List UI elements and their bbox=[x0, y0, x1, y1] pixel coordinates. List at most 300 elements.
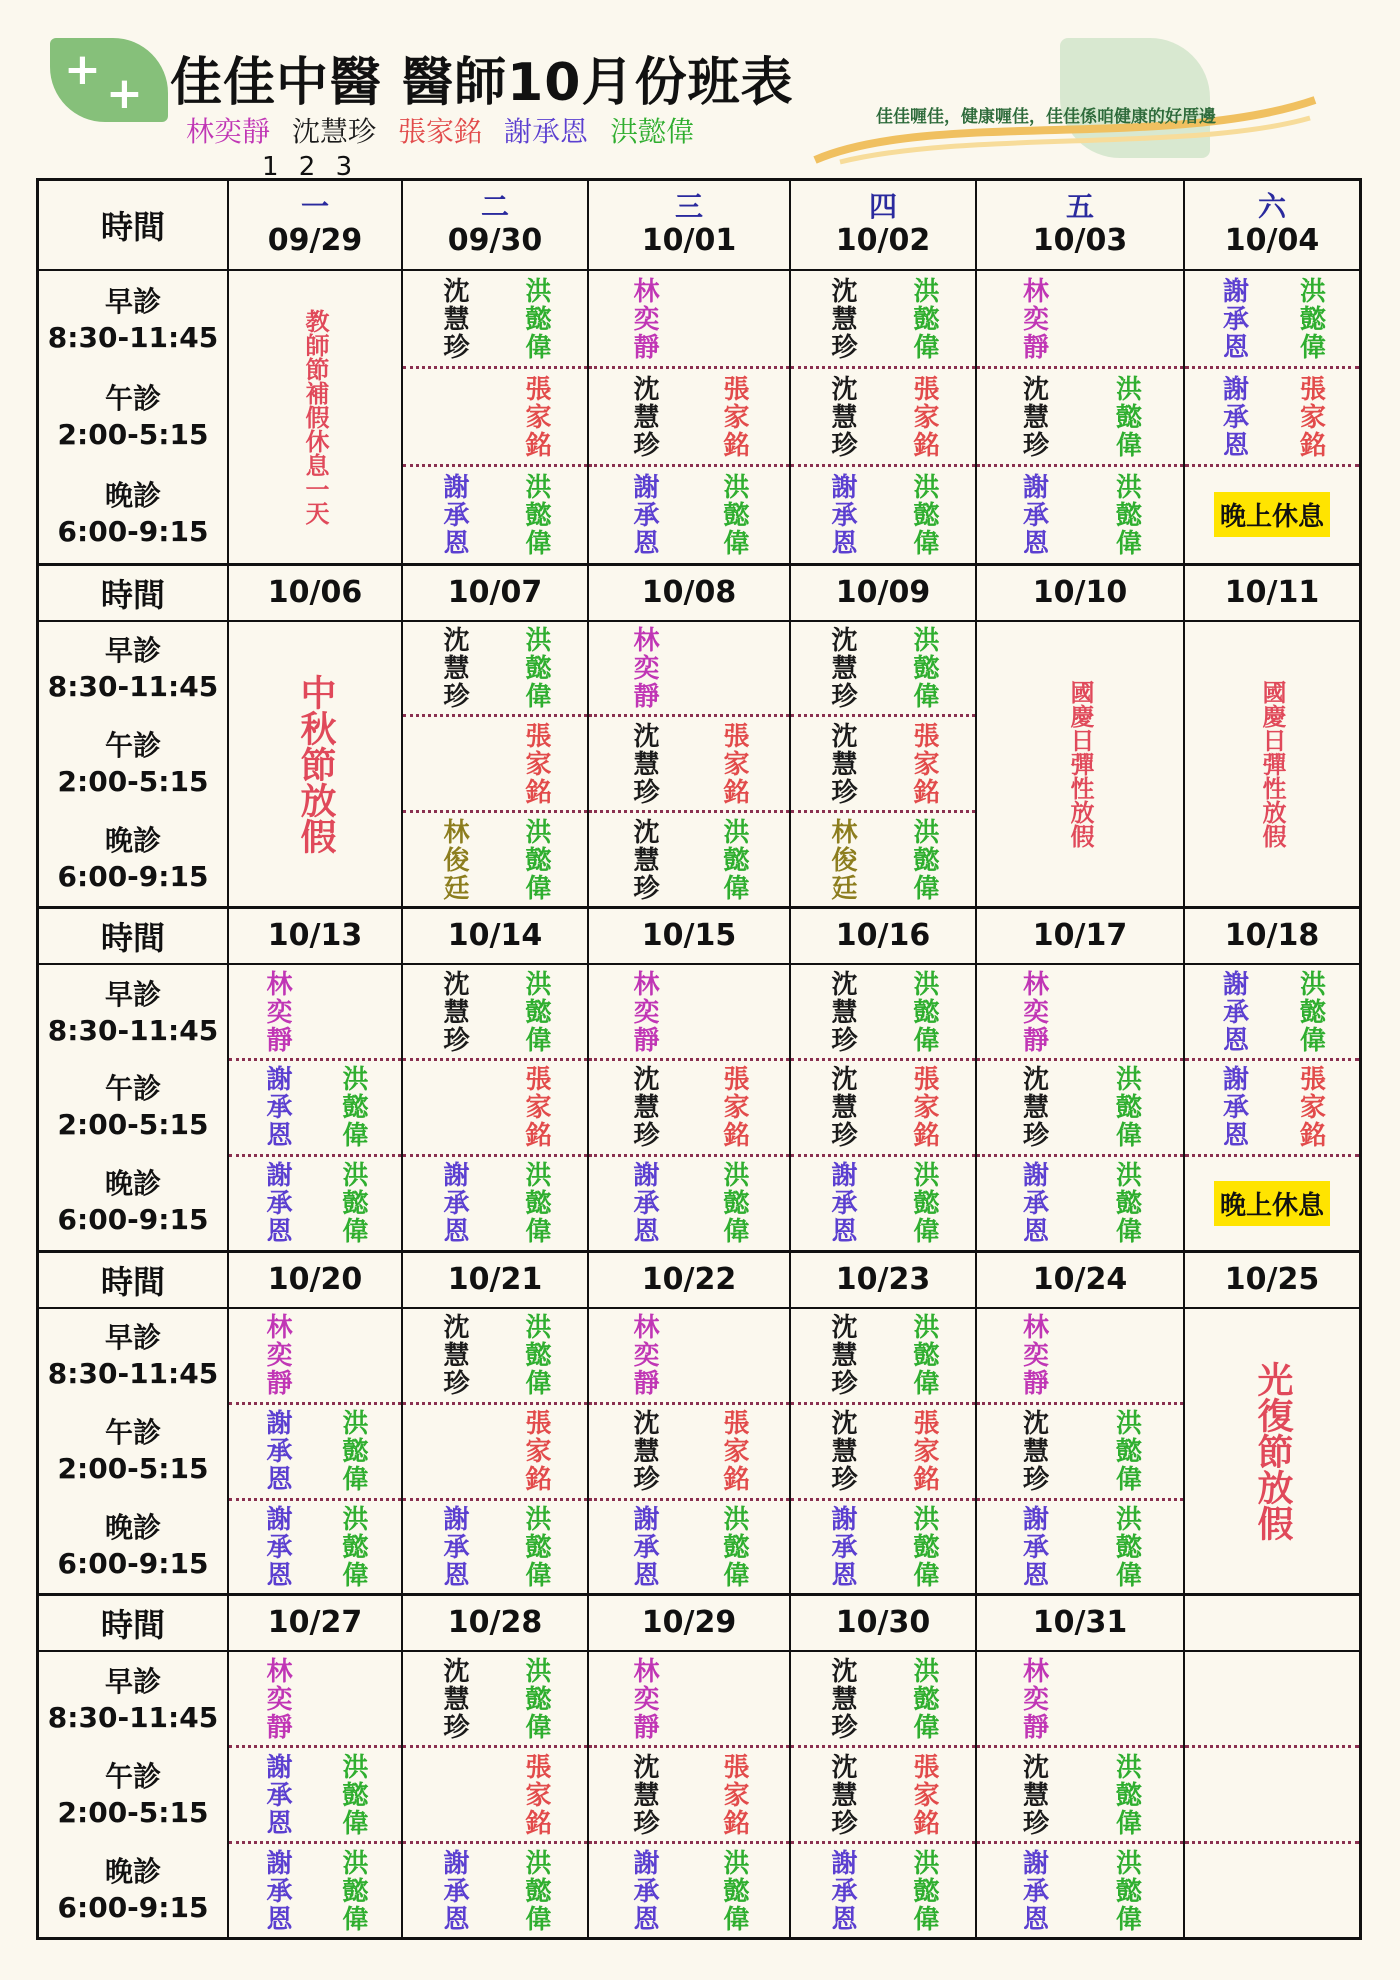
date-label: 10/11 bbox=[1224, 574, 1320, 610]
slot-hours: 6:00-9:15 bbox=[57, 1890, 209, 1924]
shift-cell bbox=[589, 1652, 789, 1748]
shift-cell bbox=[977, 1844, 1183, 1937]
day-column bbox=[403, 965, 589, 1250]
date-header-cell bbox=[1185, 1253, 1359, 1307]
doctor-name: 洪懿偉 bbox=[1111, 1409, 1142, 1494]
doctor-name: 洪懿偉 bbox=[521, 472, 551, 557]
doctor-name: 林奕靜 bbox=[262, 969, 292, 1054]
doctor-name: 洪懿偉 bbox=[909, 1161, 939, 1246]
holiday-cell bbox=[229, 622, 401, 907]
day-column bbox=[791, 271, 977, 563]
doctor-name: 張家銘 bbox=[521, 721, 551, 806]
doctor-name: 林奕靜 bbox=[629, 969, 659, 1054]
shift-cell bbox=[977, 1405, 1183, 1501]
shift-cell bbox=[1185, 965, 1359, 1061]
date-label: 10/31 bbox=[1032, 1605, 1128, 1641]
doctor-name: 沈慧珍 bbox=[827, 1752, 857, 1837]
shift-cell bbox=[1185, 1652, 1359, 1748]
shift-cell bbox=[589, 717, 789, 813]
doctor-name: 洪懿偉 bbox=[521, 1504, 551, 1589]
shift-cell bbox=[1185, 271, 1359, 369]
day-column bbox=[403, 622, 589, 907]
doctor-name: 洪懿偉 bbox=[1111, 472, 1142, 557]
doctor-name: 謝承恩 bbox=[262, 1504, 292, 1589]
time-header-cell bbox=[39, 909, 229, 963]
week-row bbox=[39, 1253, 1359, 1597]
day-column bbox=[589, 1309, 791, 1594]
date-header-cell bbox=[403, 566, 589, 620]
date-label: 10/17 bbox=[1032, 918, 1128, 954]
shift-cell bbox=[403, 1061, 587, 1157]
shift-cell bbox=[589, 1061, 789, 1157]
doctor-name: 謝承恩 bbox=[1218, 1065, 1249, 1150]
shift-cell bbox=[589, 1844, 789, 1937]
doctor-name: 沈慧珍 bbox=[439, 276, 469, 361]
shift-cell bbox=[791, 1652, 975, 1748]
doctor-name: 洪懿偉 bbox=[338, 1409, 368, 1494]
shift-cell bbox=[791, 1501, 975, 1594]
shift-cell bbox=[403, 965, 587, 1061]
date-label: 10/02 bbox=[835, 223, 931, 258]
weekday-label: 三 bbox=[674, 190, 703, 223]
shift-cell bbox=[791, 813, 975, 906]
doctor-name: 洪懿偉 bbox=[909, 1848, 939, 1933]
date-label: 09/30 bbox=[447, 223, 543, 258]
doctor-name: 沈慧珍 bbox=[827, 1313, 857, 1398]
shift-cell bbox=[977, 271, 1183, 369]
doctor-name: 洪懿偉 bbox=[1111, 1161, 1142, 1246]
slot-name: 晚診 bbox=[104, 478, 161, 512]
week-header bbox=[39, 566, 1359, 622]
shift-cell bbox=[977, 369, 1183, 467]
shift-cell bbox=[977, 1157, 1183, 1250]
slot-name: 早診 bbox=[104, 977, 161, 1011]
week-row bbox=[39, 909, 1359, 1253]
shift-cell bbox=[791, 1748, 975, 1844]
date-header-cell bbox=[977, 181, 1185, 269]
week-body bbox=[39, 271, 1359, 563]
shift-cell bbox=[229, 1061, 401, 1157]
doctor-name: 張家銘 bbox=[719, 1409, 749, 1494]
day-column bbox=[403, 271, 589, 563]
shift-cell bbox=[791, 467, 975, 562]
weekday-label: 五 bbox=[1065, 190, 1094, 223]
shift-cell bbox=[791, 1309, 975, 1405]
day-column bbox=[589, 1652, 791, 1937]
slot-name: 早診 bbox=[104, 1664, 161, 1698]
slot-labels bbox=[39, 622, 229, 907]
doctor-name: 沈慧珍 bbox=[629, 1409, 659, 1494]
shift-cell bbox=[229, 1844, 401, 1937]
holiday-cell bbox=[1185, 622, 1359, 907]
date-header-cell bbox=[791, 909, 977, 963]
slogan-banner bbox=[810, 30, 1330, 170]
day-column bbox=[229, 622, 403, 907]
holiday-note: 教師節補假休息一天 bbox=[301, 308, 329, 525]
week-header bbox=[39, 181, 1359, 271]
day-column bbox=[229, 271, 403, 563]
doctor-name: 林奕靜 bbox=[629, 1656, 659, 1741]
shift-cell bbox=[791, 369, 975, 467]
shift-cell bbox=[1185, 1748, 1359, 1844]
time-header-cell bbox=[39, 181, 229, 269]
doctor-name: 沈慧珍 bbox=[827, 625, 857, 710]
slot-hours: 8:30-11:45 bbox=[47, 1700, 219, 1734]
shift-cell bbox=[589, 1501, 789, 1594]
date-label: 10/23 bbox=[835, 1261, 931, 1297]
shift-cell bbox=[589, 369, 789, 467]
shift-cell bbox=[589, 467, 789, 562]
doctor-name: 洪懿偉 bbox=[521, 817, 551, 902]
shift-cell bbox=[589, 813, 789, 906]
doctor-name: 洪懿偉 bbox=[521, 1656, 551, 1741]
doctor-name: 謝承恩 bbox=[439, 472, 469, 557]
doctor-name: 沈慧珍 bbox=[827, 374, 857, 459]
doctor-name: 沈慧珍 bbox=[439, 969, 469, 1054]
doctor-name: 謝承恩 bbox=[1218, 374, 1249, 459]
doctor-name: 沈慧珍 bbox=[439, 1313, 469, 1398]
doctor-name: 沈慧珍 bbox=[629, 1065, 659, 1150]
shift-cell bbox=[977, 1309, 1183, 1405]
doctor-name: 洪懿偉 bbox=[909, 1504, 939, 1589]
doctor-name: 張家銘 bbox=[909, 374, 939, 459]
slot-hours: 6:00-9:15 bbox=[57, 514, 209, 548]
date-label: 10/22 bbox=[641, 1261, 737, 1297]
doctor-name: 洪懿偉 bbox=[719, 1504, 749, 1589]
date-label: 10/10 bbox=[1032, 574, 1128, 610]
shift-cell bbox=[1185, 1844, 1359, 1937]
shift-cell bbox=[403, 1501, 587, 1594]
date-label: 10/18 bbox=[1224, 918, 1320, 954]
legend-doctor-name: 張家銘 bbox=[398, 115, 483, 148]
doctor-name: 謝承恩 bbox=[439, 1161, 469, 1246]
week-body bbox=[39, 1309, 1359, 1594]
doctor-name: 沈慧珍 bbox=[827, 1656, 857, 1741]
doctor-name: 洪懿偉 bbox=[338, 1848, 368, 1933]
doctor-name: 林奕靜 bbox=[1018, 1656, 1049, 1741]
date-header-cell bbox=[229, 181, 403, 269]
date-label: 10/14 bbox=[447, 918, 543, 954]
shift-cell bbox=[229, 1652, 401, 1748]
shift-cell bbox=[403, 717, 587, 813]
doctor-name: 洪懿偉 bbox=[909, 817, 939, 902]
doctor-name: 謝承恩 bbox=[262, 1161, 292, 1246]
week-body bbox=[39, 965, 1359, 1250]
doctor-name: 沈慧珍 bbox=[439, 1656, 469, 1741]
weekday-numbers: 1 2 3 bbox=[262, 152, 359, 182]
slot-name: 午診 bbox=[104, 728, 161, 762]
day-column bbox=[977, 1309, 1185, 1594]
shift-cell bbox=[589, 965, 789, 1061]
doctor-name: 沈慧珍 bbox=[827, 721, 857, 806]
doctor-name: 謝承恩 bbox=[262, 1409, 292, 1494]
doctor-name: 洪懿偉 bbox=[521, 1848, 551, 1933]
slot-hours: 8:30-11:45 bbox=[47, 669, 219, 703]
doctor-name: 謝承恩 bbox=[827, 1161, 857, 1246]
slot-name: 晚診 bbox=[104, 1510, 161, 1544]
doctor-name: 張家銘 bbox=[719, 374, 749, 459]
date-header-cell bbox=[589, 1596, 791, 1650]
day-column bbox=[1185, 965, 1359, 1250]
date-label: 10/15 bbox=[641, 918, 737, 954]
doctor-name: 沈慧珍 bbox=[629, 721, 659, 806]
time-header: 時間 bbox=[100, 1606, 165, 1645]
doctor-name: 張家銘 bbox=[521, 1409, 551, 1494]
doctor-name: 林奕靜 bbox=[629, 276, 659, 361]
date-label: 10/06 bbox=[267, 574, 363, 610]
shift-cell bbox=[1185, 369, 1359, 467]
doctor-name: 謝承恩 bbox=[629, 1848, 659, 1933]
holiday-note: 國慶日彈性放假 bbox=[1066, 679, 1094, 848]
day-column bbox=[1185, 1309, 1359, 1594]
shift-cell bbox=[589, 622, 789, 718]
shift-cell bbox=[229, 965, 401, 1061]
slot-label bbox=[39, 1652, 227, 1747]
slot-label bbox=[39, 1309, 227, 1404]
doctor-name: 洪懿偉 bbox=[909, 625, 939, 710]
date-header-cell bbox=[229, 1596, 403, 1650]
shift-cell bbox=[977, 1652, 1183, 1748]
doctor-name: 張家銘 bbox=[1295, 374, 1326, 459]
day-column bbox=[1185, 271, 1359, 563]
plus-icon: + bbox=[106, 68, 143, 119]
doctor-name: 張家銘 bbox=[909, 1752, 939, 1837]
week-row bbox=[39, 181, 1359, 566]
week-header bbox=[39, 1596, 1359, 1652]
holiday-note: 國慶日彈性放假 bbox=[1258, 679, 1286, 848]
doctor-name: 沈慧珍 bbox=[439, 625, 469, 710]
date-header-cell bbox=[977, 909, 1185, 963]
slot-label bbox=[39, 1747, 227, 1842]
week-body bbox=[39, 1652, 1359, 1937]
doctor-name: 沈慧珍 bbox=[827, 1409, 857, 1494]
weekday-label: 四 bbox=[868, 190, 897, 223]
slot-name: 早診 bbox=[104, 633, 161, 667]
shift-cell bbox=[791, 622, 975, 718]
doctor-name: 張家銘 bbox=[719, 1752, 749, 1837]
date-header-cell bbox=[403, 909, 589, 963]
doctor-name: 謝承恩 bbox=[1018, 472, 1049, 557]
date-header-cell bbox=[403, 1253, 589, 1307]
shift-cell bbox=[791, 1405, 975, 1501]
shift-cell bbox=[977, 1748, 1183, 1844]
day-column bbox=[1185, 1652, 1359, 1937]
date-label: 10/24 bbox=[1032, 1261, 1128, 1297]
slot-label bbox=[39, 1499, 227, 1594]
doctor-name: 洪懿偉 bbox=[521, 1161, 551, 1246]
doctor-name: 謝承恩 bbox=[1218, 969, 1249, 1054]
slot-name: 早診 bbox=[104, 1321, 161, 1355]
shift-cell bbox=[229, 1501, 401, 1594]
legend-doctor-name: 林奕靜 bbox=[186, 115, 271, 148]
shift-cell bbox=[589, 1405, 789, 1501]
date-header-cell bbox=[791, 566, 977, 620]
date-header-cell bbox=[589, 181, 791, 269]
date-label: 10/30 bbox=[835, 1605, 931, 1641]
slot-labels bbox=[39, 1309, 229, 1594]
doctor-legend bbox=[186, 110, 694, 150]
day-column bbox=[1185, 622, 1359, 907]
date-label: 10/25 bbox=[1224, 1261, 1320, 1297]
day-column bbox=[791, 1309, 977, 1594]
doctor-name: 謝承恩 bbox=[827, 1504, 857, 1589]
doctor-name: 沈慧珍 bbox=[1018, 1752, 1049, 1837]
time-header: 時間 bbox=[100, 1262, 165, 1301]
evening-closed-note: 晚上休息 bbox=[1214, 492, 1330, 537]
doctor-name: 張家銘 bbox=[719, 1065, 749, 1150]
date-header-cell bbox=[977, 1253, 1185, 1307]
date-label: 10/27 bbox=[267, 1605, 363, 1641]
slot-label bbox=[39, 1842, 227, 1937]
doctor-name: 謝承恩 bbox=[629, 1161, 659, 1246]
date-header-cell bbox=[791, 1596, 977, 1650]
date-label: 10/08 bbox=[641, 574, 737, 610]
slot-name: 早診 bbox=[104, 284, 161, 318]
doctor-name: 林奕靜 bbox=[262, 1313, 292, 1398]
day-column bbox=[229, 965, 403, 1250]
shift-cell bbox=[1185, 1061, 1359, 1157]
doctor-name: 洪懿偉 bbox=[338, 1504, 368, 1589]
date-header-cell bbox=[403, 1596, 589, 1650]
doctor-name: 洪懿偉 bbox=[909, 969, 939, 1054]
holiday-note: 光復節放假 bbox=[1252, 1361, 1293, 1542]
date-header-cell bbox=[977, 1596, 1185, 1650]
doctor-name: 沈慧珍 bbox=[629, 817, 659, 902]
evening-closed-note: 晚上休息 bbox=[1214, 1181, 1330, 1226]
slot-hours: 8:30-11:45 bbox=[47, 1013, 219, 1047]
shift-cell bbox=[589, 1748, 789, 1844]
slot-name: 午診 bbox=[104, 1416, 161, 1450]
shift-cell bbox=[403, 369, 587, 467]
doctor-name: 洪懿偉 bbox=[719, 1161, 749, 1246]
doctor-name: 洪懿偉 bbox=[1111, 1065, 1142, 1150]
doctor-name: 沈慧珍 bbox=[827, 969, 857, 1054]
day-column bbox=[791, 1652, 977, 1937]
day-column bbox=[791, 622, 977, 907]
doctor-name: 林奕靜 bbox=[1018, 1313, 1049, 1398]
date-header-cell bbox=[1185, 181, 1359, 269]
slot-label bbox=[39, 1155, 227, 1250]
doctor-name: 張家銘 bbox=[1295, 1065, 1326, 1150]
date-label: 09/29 bbox=[267, 223, 363, 258]
shift-cell bbox=[403, 1157, 587, 1250]
holiday-note: 中秋節放假 bbox=[295, 673, 336, 854]
doctor-name: 洪懿偉 bbox=[909, 1313, 939, 1398]
day-column bbox=[589, 622, 791, 907]
day-column bbox=[589, 965, 791, 1250]
time-header-cell bbox=[39, 1253, 229, 1307]
date-label: 10/04 bbox=[1224, 223, 1320, 258]
shift-cell bbox=[589, 271, 789, 369]
slot-hours: 2:00-5:15 bbox=[57, 764, 209, 798]
shift-cell bbox=[791, 965, 975, 1061]
date-header-cell bbox=[791, 1253, 977, 1307]
doctor-name: 謝承恩 bbox=[1018, 1848, 1049, 1933]
time-header: 時間 bbox=[100, 575, 165, 614]
slot-label bbox=[39, 465, 227, 562]
doctor-name: 洪懿偉 bbox=[1111, 1848, 1142, 1933]
weekday-label: 六 bbox=[1257, 190, 1286, 223]
day-column bbox=[589, 271, 791, 563]
doctor-name: 沈慧珍 bbox=[1018, 374, 1049, 459]
shift-cell bbox=[229, 1157, 401, 1250]
week-row bbox=[39, 566, 1359, 910]
week-body bbox=[39, 622, 1359, 907]
doctor-name: 林奕靜 bbox=[1018, 969, 1049, 1054]
shift-cell bbox=[1185, 467, 1359, 562]
time-header-cell bbox=[39, 566, 229, 620]
slot-name: 晚診 bbox=[104, 1167, 161, 1201]
doctor-name: 洪懿偉 bbox=[338, 1752, 368, 1837]
slot-hours: 8:30-11:45 bbox=[47, 320, 219, 354]
doctor-name: 謝承恩 bbox=[1018, 1504, 1049, 1589]
doctor-name: 謝承恩 bbox=[439, 1848, 469, 1933]
shift-cell bbox=[403, 467, 587, 562]
slot-hours: 2:00-5:15 bbox=[57, 417, 209, 451]
shift-cell bbox=[229, 1405, 401, 1501]
doctor-name: 沈慧珍 bbox=[1018, 1409, 1049, 1494]
time-header-cell bbox=[39, 1596, 229, 1650]
slot-label bbox=[39, 1060, 227, 1155]
shift-cell bbox=[791, 717, 975, 813]
shift-cell bbox=[791, 271, 975, 369]
slot-hours: 8:30-11:45 bbox=[47, 1357, 219, 1391]
date-label: 10/21 bbox=[447, 1261, 543, 1297]
weekday-label: 二 bbox=[480, 190, 509, 223]
date-header-cell bbox=[1185, 566, 1359, 620]
day-column bbox=[229, 1652, 403, 1937]
doctor-name: 洪懿偉 bbox=[521, 276, 551, 361]
doctor-name: 洪懿偉 bbox=[338, 1161, 368, 1246]
doctor-name: 謝承恩 bbox=[262, 1848, 292, 1933]
date-label: 10/09 bbox=[835, 574, 931, 610]
shift-cell bbox=[229, 1309, 401, 1405]
slot-label bbox=[39, 716, 227, 811]
week-row bbox=[39, 1596, 1359, 1937]
doctor-name: 洪懿偉 bbox=[719, 1848, 749, 1933]
shift-cell bbox=[1185, 1157, 1359, 1250]
slot-label bbox=[39, 1404, 227, 1499]
date-label: 10/28 bbox=[447, 1605, 543, 1641]
doctor-name: 謝承恩 bbox=[262, 1065, 292, 1150]
shift-cell bbox=[403, 1844, 587, 1937]
shift-cell bbox=[403, 271, 587, 369]
date-header-cell bbox=[589, 909, 791, 963]
shift-cell bbox=[977, 467, 1183, 562]
doctor-name: 林奕靜 bbox=[262, 1656, 292, 1741]
doctor-name: 張家銘 bbox=[521, 1065, 551, 1150]
shift-cell bbox=[589, 1309, 789, 1405]
shift-cell bbox=[977, 1061, 1183, 1157]
shift-cell bbox=[791, 1157, 975, 1250]
slot-name: 晚診 bbox=[104, 823, 161, 857]
slogan-text: 佳佳喱佳，健康喱佳，佳佳係咱健康的好厝邊 bbox=[876, 107, 1216, 127]
doctor-name: 謝承恩 bbox=[827, 472, 857, 557]
shift-cell bbox=[589, 1157, 789, 1250]
doctor-name: 洪懿偉 bbox=[521, 625, 551, 710]
holiday-cell bbox=[1185, 1309, 1359, 1594]
date-header-cell bbox=[791, 181, 977, 269]
shift-cell bbox=[791, 1061, 975, 1157]
day-column bbox=[977, 1652, 1185, 1937]
time-header: 時間 bbox=[100, 208, 165, 246]
day-column bbox=[791, 965, 977, 1250]
shift-cell bbox=[977, 1501, 1183, 1594]
doctor-name: 謝承恩 bbox=[1018, 1161, 1049, 1246]
doctor-name: 謝承恩 bbox=[439, 1504, 469, 1589]
doctor-name: 洪懿偉 bbox=[521, 969, 551, 1054]
date-header-cell bbox=[229, 1253, 403, 1307]
